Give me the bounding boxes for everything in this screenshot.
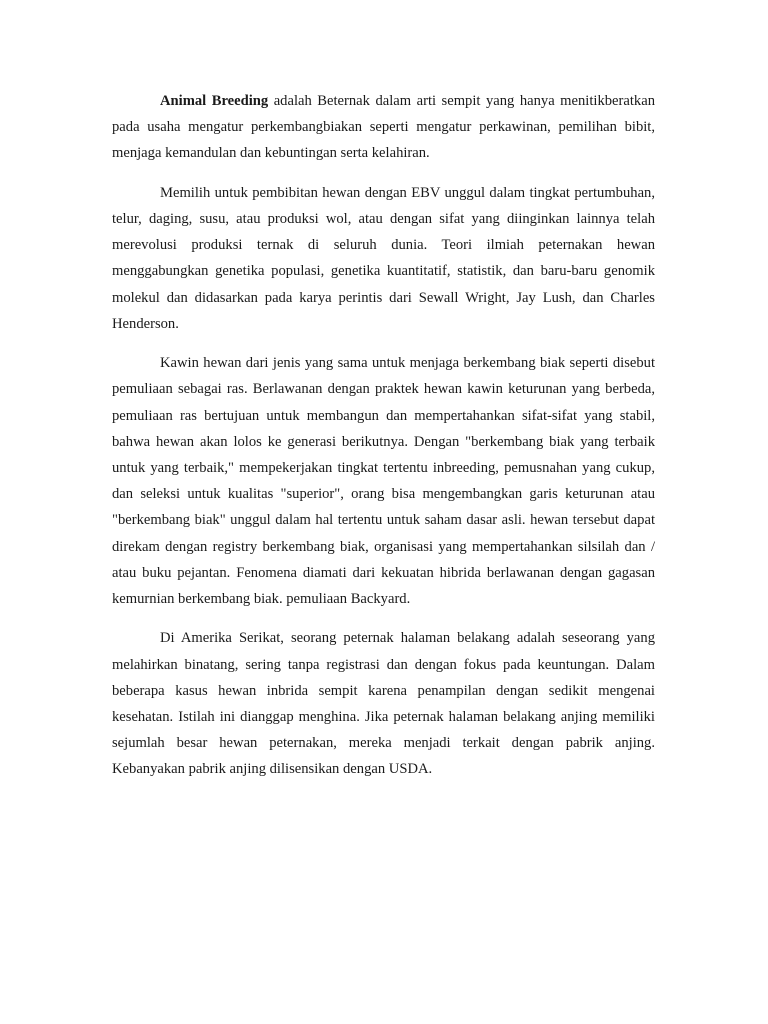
paragraph-selection: Memilih untuk pembibitan hewan dengan EBV unggul dalam tingkat pertumbuhan, telur, daging, susu, atau produksi wol, atau dengan sifat yang diinginkan lainnya telah merevolusi produksi ternak di seluruh dunia. Teori ilmiah peternakan hewan menggabungkan genetika populasi, genetika kuantitatif, statistik, dan baru-baru genomik molekul dan didasarkan pada karya perintis dari Sewall Wright, Jay Lush, dan Charles Henderson. bbox=[112, 184, 655, 332]
paragraph-text: adalah Beternak dalam arti sempit yang hanya menitikberatkan pada usaha mengatur perkembangbiakan seperti mengatur perkawinan, pemilihan bibit, menjaga kemandulan dan kebuntingan serta kelahiran. bbox=[112, 93, 655, 162]
paragraph-backyard-breeder: Di Amerika Serikat, seorang peternak halaman belakang adalah seseorang yang melahirkan binatang, sering tanpa registrasi dan dengan fokus pada keuntungan. Dalam beberapa kasus hewan inbrida sempit karena penampilan dengan sedikit mengenai kesehatan. Istilah ini dianggap menghina. Jika peternak halaman belakang anjing memiliki sejumlah besar hewan peternakan, mereka menjadi terkait dengan pabrik anjing. Kebanyakan pabrik anjing dilisensikan dengan USDA. bbox=[112, 630, 655, 778]
paragraph-purebreeding: Kawin hewan dari jenis yang sama untuk menjaga berkembang biak seperti disebut pemuliaan sebagai ras. Berlawanan dengan praktek hewan kawin keturunan yang berbeda, pemuliaan ras bertujuan untuk membangun dan mempertahankan sifat-sifat yang stabil, bahwa hewan akan lolos ke generasi berikutnya. Dengan "berkembang biak yang terbaik untuk yang terbaik," mempekerjakan tingkat tertentu inbreeding, pemusnahan yang cukup, dan seleksi untuk kualitas "superior", orang bisa mengembangkan garis keturunan atau "berkembang biak" unggul dalam hal tertentu untuk saham dasar asli. hewan tersebut dapat direkam dengan registry berkembang biak, organisasi yang mempertahankan silsilah dan / atau buku pejantan. Fenomena diamati dari kekuatan hibrida berlawanan dengan gagasan kemurnian berkembang biak. pemuliaan Backyard. bbox=[112, 355, 655, 608]
document-body bbox=[112, 88, 655, 783]
paragraph-animal-breeding bbox=[112, 88, 655, 167]
lead-term: Animal Breeding bbox=[160, 93, 269, 109]
